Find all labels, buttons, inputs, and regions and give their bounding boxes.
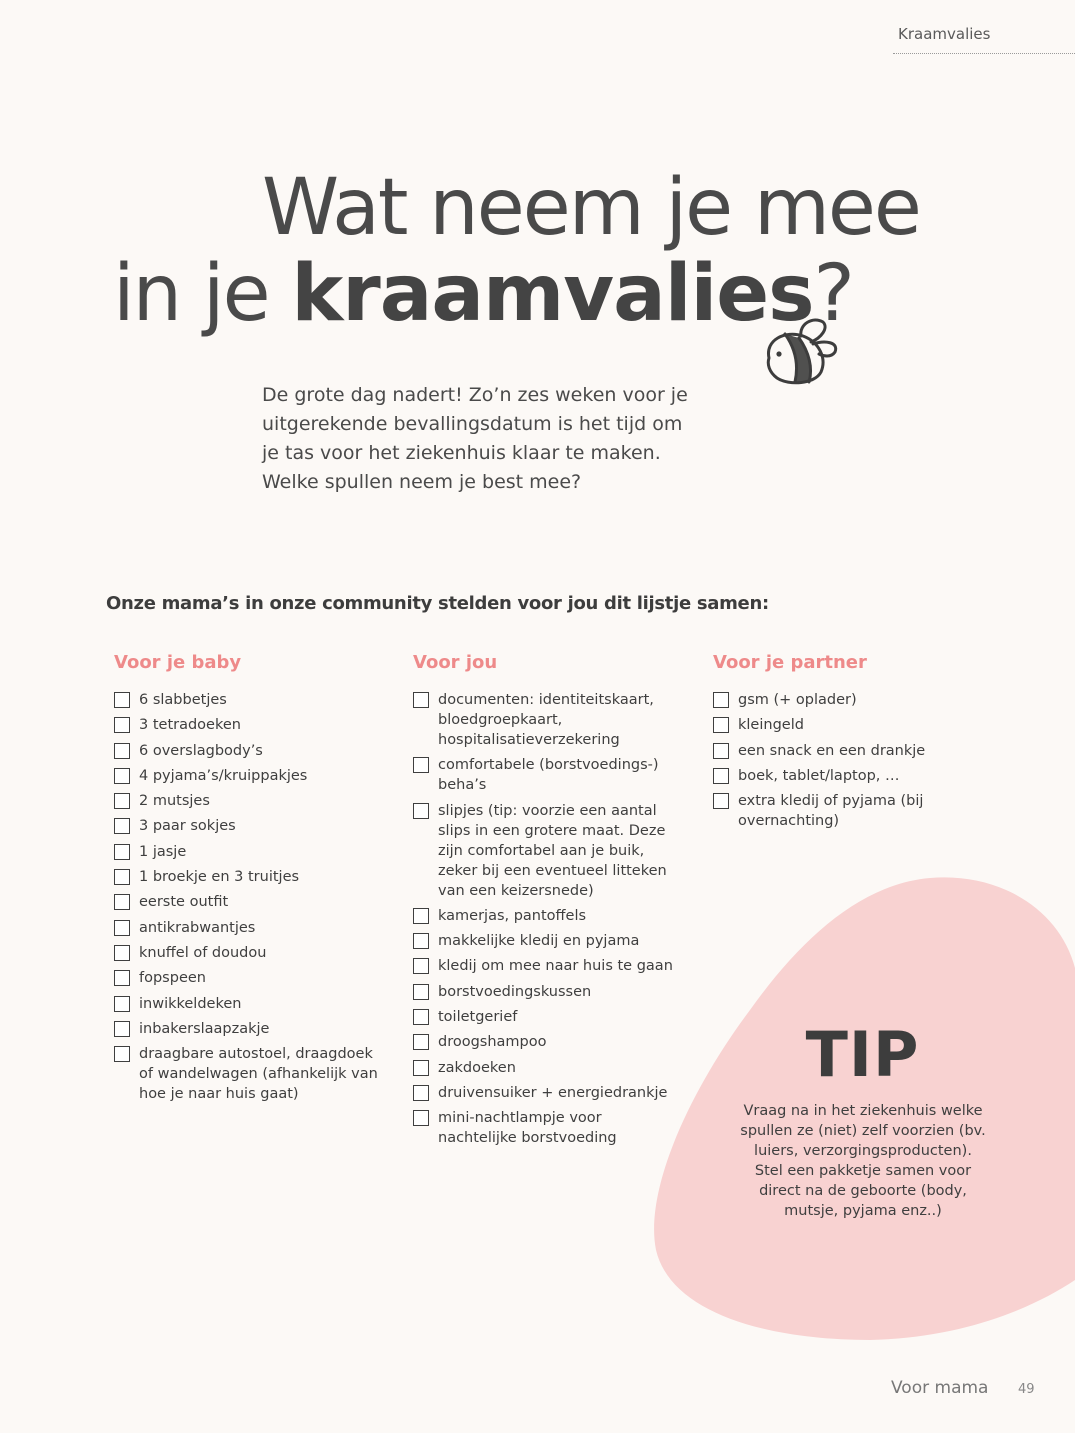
checklist-item xyxy=(114,968,384,988)
checklist xyxy=(114,690,384,1104)
checklist-item xyxy=(114,867,384,887)
checkbox-icon[interactable] xyxy=(114,743,130,759)
checklist-item-label: 6 slabbetjes xyxy=(139,692,227,708)
checkbox-icon[interactable] xyxy=(713,743,729,759)
checklist-item-label: 1 broekje en 3 truitjes xyxy=(139,869,300,886)
checkbox-icon[interactable] xyxy=(114,768,130,784)
checklist-item-label: comfortabele (borstvoedings-) beha’s xyxy=(438,757,659,794)
checklist-item xyxy=(114,715,384,735)
column-partner xyxy=(713,652,953,836)
checklist-item-label: 2 mutsjes xyxy=(139,793,210,810)
section-label: Kraamvalies xyxy=(893,22,1075,54)
checkbox-icon[interactable] xyxy=(413,692,429,708)
checklist-item xyxy=(114,741,384,761)
checkbox-icon[interactable] xyxy=(114,793,130,809)
checklist-item-label: eerste outfit xyxy=(139,894,229,911)
checklist-item xyxy=(114,943,384,963)
community-heading: Onze mama’s in onze community stelden voor jou dit lijstje samen: xyxy=(106,593,769,614)
checkbox-icon[interactable] xyxy=(114,692,130,708)
checklist-item-label: makkelijke kledij en pyjama xyxy=(438,933,640,950)
checklist-item xyxy=(114,766,384,786)
checklist-item-label: draagbare autostoel, draagdoek of wandelwagen (afhankelijk van hoe je naar huis gaat) xyxy=(139,1046,378,1103)
checklist-item-label: slipjes (tip: voorzie een aantal slips in een grotere maat. Deze zijn comfortabel aan je buik, zeker bij een eventueel litteken van een keizersnede) xyxy=(438,802,667,899)
checklist-item-label: druivensuiker + energiedrankje xyxy=(438,1084,668,1101)
title-line-2-bold: kraamvalies xyxy=(291,249,814,339)
checkbox-icon[interactable] xyxy=(713,692,729,708)
checklist-item-label: 6 overslagbody’s xyxy=(139,742,263,759)
checklist-item xyxy=(114,918,384,938)
checklist-item-label: inbakerslaapzakje xyxy=(139,1020,270,1037)
checkbox-icon[interactable] xyxy=(114,920,130,936)
checklist-item-label: een snack en een drankje xyxy=(738,742,926,759)
title-line-2-suffix: ? xyxy=(813,249,853,339)
checklist-item-label: documenten: identiteitskaart, bloedgroepkaart, hospitalisatieverzekering xyxy=(438,692,654,748)
checkbox-icon[interactable] xyxy=(413,803,429,819)
checklist-item-label: kleingeld xyxy=(738,717,804,734)
column-baby xyxy=(114,652,384,1109)
intro-paragraph: De grote dag nadert! Zo’n zes weken voor je uitgerekende bevallingsdatum is het tijd om je tas voor het ziekenhuis klaar te maken. Welke spullen neem je best mee? xyxy=(262,384,688,493)
checkbox-icon[interactable] xyxy=(413,958,429,974)
checklist-item-label: gsm (+ oplader) xyxy=(738,692,857,708)
checklist-item-label: fopspeen xyxy=(139,970,206,987)
checklist-item-label: extra kledij of pyjama (bij overnachting) xyxy=(738,793,924,830)
checkbox-icon[interactable] xyxy=(713,768,729,784)
checklist-item xyxy=(713,766,953,786)
checklist-item-label: 3 tetradoeken xyxy=(139,717,241,734)
title-line-1: Wat neem je mee xyxy=(262,163,920,253)
title-line-2-prefix: in je xyxy=(113,249,292,339)
checklist-item xyxy=(114,1019,384,1039)
checkbox-icon[interactable] xyxy=(413,1085,429,1101)
checklist-item xyxy=(114,690,384,710)
column-heading: Voor jou xyxy=(413,652,498,673)
checkbox-icon[interactable] xyxy=(413,933,429,949)
column-heading: Voor je partner xyxy=(713,652,867,673)
checkbox-icon[interactable] xyxy=(713,793,729,809)
tip-text: Vraag na in het ziekenhuis welke spullen ze (niet) zelf voorzien (bv. luiers, verzorgingsproducten). Stel een pakketje samen voor direct na de geboorte (body, mutsje, pyjama enz..) xyxy=(740,1103,986,1219)
checklist-item-label: knuffel of doudou xyxy=(139,944,267,961)
checklist xyxy=(713,690,953,831)
checklist-item-label: mini-nachtlampje voor nachtelijke borstvoeding xyxy=(438,1110,617,1147)
checkbox-icon[interactable] xyxy=(413,984,429,1000)
checklist-item-label: 4 pyjama’s/kruippakjes xyxy=(139,767,308,784)
checkbox-icon[interactable] xyxy=(413,1009,429,1025)
page-title xyxy=(0,165,1075,337)
checkbox-icon[interactable] xyxy=(413,908,429,924)
checklist-item-label: kamerjas, pantoffels xyxy=(438,907,587,924)
checkbox-icon[interactable] xyxy=(413,1110,429,1126)
checklist-item-label: boek, tablet/laptop, … xyxy=(738,767,900,784)
checklist-item xyxy=(114,816,384,836)
checklist-item xyxy=(713,741,953,761)
checklist-item xyxy=(114,994,384,1014)
bee-icon xyxy=(755,312,845,392)
checklist-item xyxy=(413,690,683,750)
checkbox-icon[interactable] xyxy=(114,818,130,834)
checklist-item xyxy=(713,715,953,735)
checkbox-icon[interactable] xyxy=(413,757,429,773)
checklist-item-label: 3 paar sokjes xyxy=(139,818,236,835)
checklist-item-label: zakdoeken xyxy=(438,1059,516,1076)
checklist-item xyxy=(114,1044,384,1104)
checkbox-icon[interactable] xyxy=(114,894,130,910)
checklist-item xyxy=(713,690,953,710)
checklist-item xyxy=(114,892,384,912)
checklist-item-label: borstvoedingskussen xyxy=(438,983,592,1000)
checkbox-icon[interactable] xyxy=(114,844,130,860)
checklist-item-label: droogshampoo xyxy=(438,1034,547,1051)
checkbox-icon[interactable] xyxy=(114,869,130,885)
checklist-item xyxy=(413,755,683,795)
checkbox-icon[interactable] xyxy=(713,717,729,733)
checklist-item-label: toiletgerief xyxy=(438,1009,518,1026)
checklist-item-label: kledij om mee naar huis te gaan xyxy=(438,958,673,975)
checklist-item xyxy=(713,791,953,831)
checklist-item-label: 1 jasje xyxy=(139,843,187,860)
checkbox-icon[interactable] xyxy=(114,717,130,733)
footer-label: Voor mama xyxy=(891,1378,989,1398)
checklist-item-label: inwikkeldeken xyxy=(139,995,242,1012)
checkbox-icon[interactable] xyxy=(114,970,130,986)
checklist-item xyxy=(114,791,384,811)
page-number: 49 xyxy=(1018,1382,1035,1397)
checkbox-icon[interactable] xyxy=(114,945,130,961)
column-heading: Voor je baby xyxy=(114,652,242,673)
checkbox-icon[interactable] xyxy=(413,1060,429,1076)
checklist-item-label: antikrabwantjes xyxy=(139,919,256,936)
checkbox-icon[interactable] xyxy=(114,996,130,1012)
checkbox-icon[interactable] xyxy=(413,1034,429,1050)
tip-title: TIP xyxy=(805,1018,920,1091)
checkbox-icon[interactable] xyxy=(114,1021,130,1037)
checkbox-icon[interactable] xyxy=(114,1046,130,1062)
checklist-item xyxy=(114,842,384,862)
